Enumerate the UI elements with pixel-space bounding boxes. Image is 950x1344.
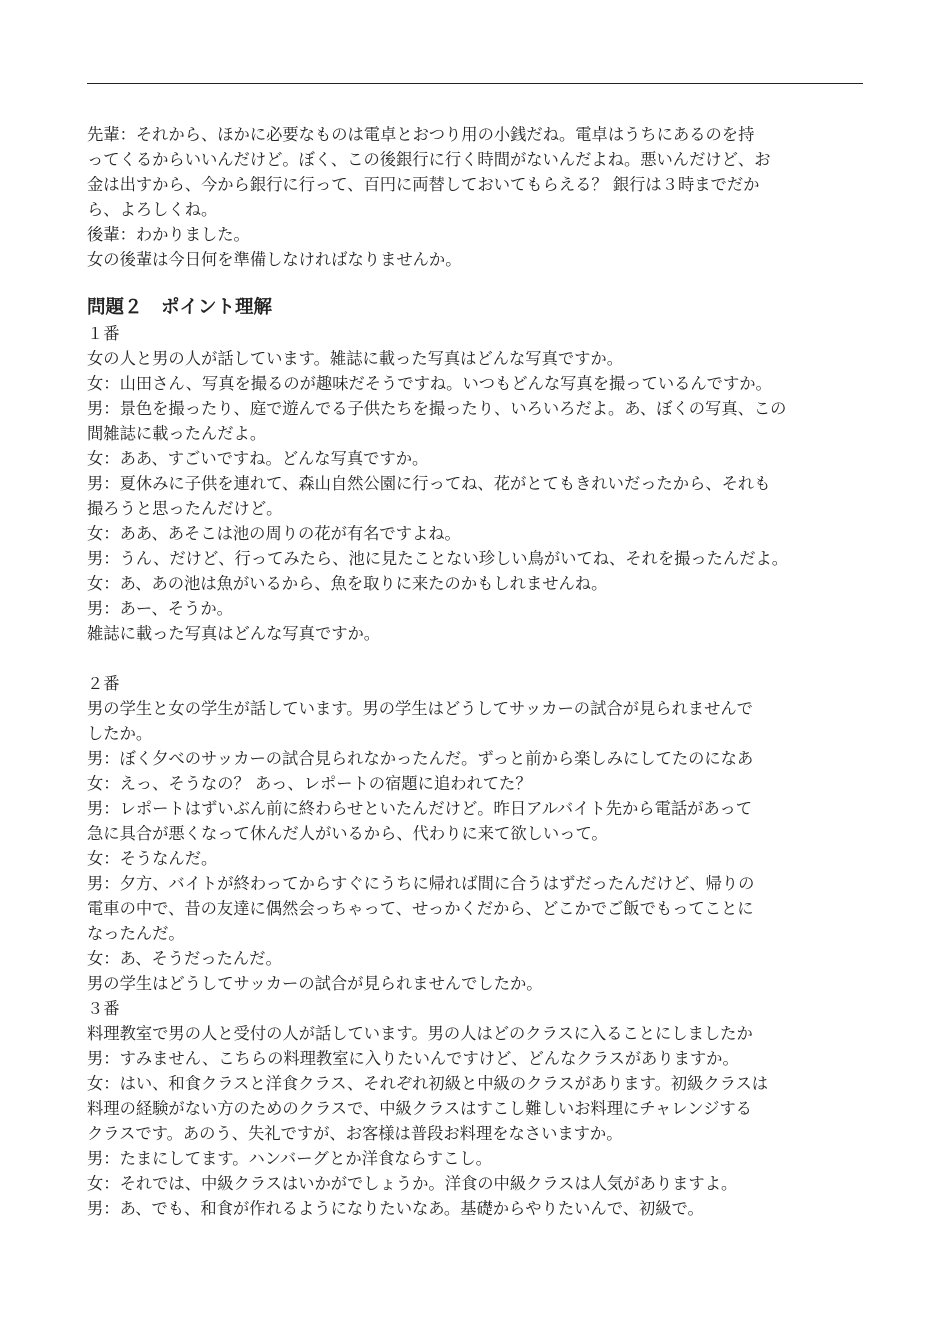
dialogue-line: 男：たまにしてます。ハンバーグとか洋食ならすこし。	[87, 1149, 492, 1168]
dialogue-line: 後輩：わかりました。	[87, 225, 250, 244]
dialogue-line: 男の学生と女の学生が話しています。男の学生はどうしてサッカーの試合が見られませんで	[87, 699, 753, 718]
dialogue-line: 女：そうなんだ。	[87, 849, 218, 868]
dialogue-line: 女：それでは、中級クラスはいかがでしょうか。洋食の中級クラスは人気がありますよ。	[87, 1174, 738, 1193]
dialogue-line: 男：うん、だけど、行ってみたら、池に見たことない珍しい鳥がいてね、それを撮ったんだよ。	[87, 549, 789, 568]
question-number: ２番	[87, 674, 120, 693]
question-3	[87, 996, 865, 1221]
dialogue-line: 男：あー、そうか。	[87, 599, 233, 618]
dialogue-line: 間雑誌に載ったんだよ。	[87, 424, 267, 443]
dialogue-line: 女の人と男の人が話しています。雑誌に載った写真はどんな写真ですか。	[87, 349, 623, 368]
dialogue-line: 男：ぼく夕べのサッカーの試合見られなかったんだ。ずっと前から楽しみにしてたのになあ	[87, 749, 754, 768]
dialogue-line: 料理の経験がない方のためのクラスで、中級クラスはすこし難しいお料理にチャレンジする	[87, 1099, 752, 1118]
section-title: 問題２ ポイント理解	[87, 297, 273, 318]
dialogue-line: したか。	[87, 724, 153, 743]
dialogue-line: 男：景色を撮ったり、庭で遊んでる子供たちを撮ったり、いろいろだよ。あ、ぼくの写真、この	[87, 399, 787, 418]
dialogue-line: 料理教室で男の人と受付の人が話しています。男の人はどのクラスに入ることにしましたか	[87, 1024, 753, 1043]
dialogue-line: 先輩：それから、ほかに必要なものは電卓とおつり用の小銭だね。電卓はうちにあるのを持	[87, 125, 755, 144]
dialogue-line: 女：ああ、あそこは池の周りの花が有名ですよね。	[87, 524, 461, 543]
dialogue-line: なったんだ。	[87, 924, 185, 943]
dialogue-line: 男：レポートはずいぶん前に終わらせといたんだけど。昨日アルバイト先から電話があって	[87, 799, 753, 818]
dialogue-line: 女の後輩は今日何を準備しなければなりませんか。	[87, 250, 462, 269]
dialogue-line: 男：すみません、こちらの料理教室に入りたいんですけど、どんなクラスがありますか。	[87, 1049, 739, 1068]
dialogue-line: ってくるからいいんだけど。ぼく、この後銀行に行く時間がないんだよね。悪いんだけど、お	[87, 150, 771, 169]
question-2	[87, 671, 865, 996]
dialogue-line: 雑誌に載った写真はどんな写真ですか。	[87, 624, 381, 643]
intro-dialogue	[87, 122, 865, 272]
dialogue-line: 女：あ、そうだったんだ。	[87, 949, 282, 968]
dialogue-line: 女：あ、あの池は魚がいるから、魚を取りに来たのかもしれませんね。	[87, 574, 608, 593]
header-rule	[87, 83, 863, 84]
dialogue-line: 電車の中で、昔の友達に偶然会っちゃって、せっかくだから、どこかでご飯でもってことに	[87, 899, 754, 918]
blank-spacer	[87, 646, 865, 671]
dialogue-line: 男：あ、でも、和食が作れるようになりたいなあ。基礎からやりたいんで、初級で。	[87, 1199, 704, 1218]
dialogue-line: ら、よろしくね。	[87, 200, 218, 219]
dialogue-line: クラスです。あのう、失礼ですが、お客様は普段お料理をなさいますか。	[87, 1124, 623, 1143]
dialogue-line: 女：ああ、すごいですね。どんな写真ですか。	[87, 449, 429, 468]
dialogue-line: 女：えっ、そうなの？ あっ、レポートの宿題に追われてた？	[87, 774, 532, 793]
question-number: １番	[87, 324, 120, 343]
question-1	[87, 321, 865, 646]
dialogue-line: 女：山田さん、写真を撮るのが趣味だそうですね。いつもどんな写真を撮っているんですか。	[87, 374, 772, 393]
dialogue-line: 男：夏休みに子供を連れて、森山自然公園に行ってね、花がとてもきれいだったから、それも	[87, 474, 771, 493]
dialogue-line: 撮ろうと思ったんだけど。	[87, 499, 283, 518]
transcript-body	[87, 122, 865, 1221]
dialogue-line: 男：夕方、バイトが終わってからすぐにうちに帰れば間に合うはずだったんだけど、帰りの	[87, 874, 755, 893]
dialogue-line: 女：はい、和食クラスと洋食クラス、それぞれ初級と中級のクラスがあります。初級クラスは	[87, 1074, 769, 1093]
dialogue-line: 金は出すから、今から銀行に行って、百円に両替しておいてもらえる？ 銀行は３時までだか	[87, 175, 760, 194]
dialogue-line: 急に具合が悪くなって休んだ人がいるから、代わりに来て欲しいって。	[87, 824, 608, 843]
dialogue-line: 男の学生はどうしてサッカーの試合が見られませんでしたか。	[87, 974, 543, 993]
question-number: ３番	[87, 999, 120, 1018]
